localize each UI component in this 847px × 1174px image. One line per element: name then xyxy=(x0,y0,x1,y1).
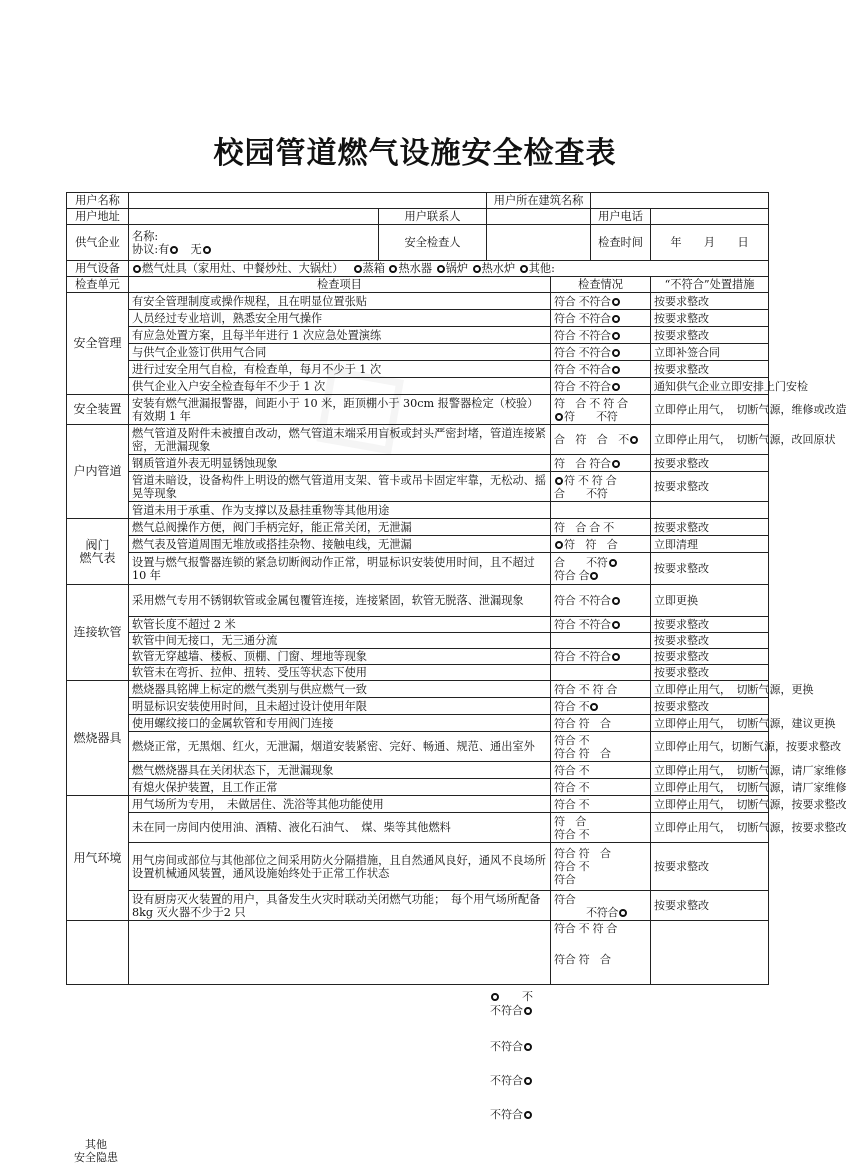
check-status[interactable] xyxy=(551,344,651,361)
check-item: 钢质管道外表无明显锈蚀现象 xyxy=(129,455,551,472)
check-measure: 按要求整改 xyxy=(651,327,769,344)
check-status[interactable] xyxy=(551,891,651,921)
other-hazard-label xyxy=(66,1138,126,1164)
other-hazard-unit xyxy=(67,921,129,985)
check-item: 进行过安全用气自检，有检查单，每月不少于 1 次 xyxy=(129,361,551,378)
check-measure: 按要求整改 xyxy=(651,472,769,502)
status-text: 符合 不符合 xyxy=(554,294,611,308)
status-text: 符合 不 xyxy=(554,780,590,794)
status-radio[interactable] xyxy=(524,1043,532,1051)
check-measure: 立即补签合同 xyxy=(651,344,769,361)
check-item: 供气企业入户安全检查每年不少于 1 次 xyxy=(129,378,551,395)
check-status[interactable] xyxy=(551,698,651,715)
inspector-label: 安全检查人 xyxy=(379,225,487,261)
equip-radio[interactable] xyxy=(389,265,397,273)
check-status[interactable] xyxy=(551,921,651,985)
check-measure: 按要求整改 xyxy=(651,310,769,327)
check-measure: 按要求整改 xyxy=(651,698,769,715)
check-status[interactable] xyxy=(551,665,651,681)
status-radio[interactable] xyxy=(612,366,620,374)
check-status[interactable] xyxy=(551,617,651,633)
overflow-text xyxy=(490,1002,533,1018)
check-status[interactable] xyxy=(551,762,651,779)
section-valve-meter xyxy=(67,519,129,585)
address-label: 用户地址 xyxy=(67,209,129,225)
agreement-no-radio[interactable] xyxy=(203,246,211,254)
status-radio[interactable] xyxy=(619,909,627,917)
check-item: 明显标识安装使用时间，且未超过设计使用年限 xyxy=(129,698,551,715)
check-measure: 立即停止用气， 切断气源，维修或改造 xyxy=(651,395,769,425)
col-status: 检查情况 xyxy=(551,277,651,293)
date-label: 检查时间 xyxy=(591,225,651,261)
agreement-yes-label: 协议:有 xyxy=(132,242,170,256)
check-measure: 立即清理 xyxy=(651,536,769,553)
equip-radio[interactable] xyxy=(354,265,362,273)
check-measure xyxy=(651,502,769,519)
user-name-field[interactable] xyxy=(129,193,487,209)
check-status[interactable] xyxy=(551,633,651,649)
equip-option: 燃气灶具（家用灶、中餐炒灶、大锅灶） xyxy=(142,262,338,275)
inspection-table xyxy=(66,192,847,985)
status-text: 合 不符 xyxy=(554,555,608,569)
address-field[interactable] xyxy=(129,209,379,225)
col-measure: “不符合”处置措施 xyxy=(651,277,769,293)
equip-label: 用气设备 xyxy=(67,261,129,277)
check-item: 与供气企业签订供用气合同 xyxy=(129,344,551,361)
status-radio[interactable] xyxy=(612,460,620,468)
status-text: 符合 不 xyxy=(554,827,590,841)
check-item: 有熄火保护装置，且工作正常 xyxy=(129,779,551,796)
check-item: 未在同一房间内使用油、酒精、液化石油气、 煤、柴等其他燃料 xyxy=(129,813,551,843)
status-text: 符合 不符合 xyxy=(554,594,611,607)
overflow-text xyxy=(490,1038,533,1054)
status-text: 符 合 符合 xyxy=(554,456,611,470)
overflow-label: 不符合 xyxy=(490,1040,523,1053)
equip-options xyxy=(129,261,769,277)
status-text: 符合 不符合 xyxy=(554,345,611,359)
check-item: 有安全管理制度或操作规程，且在明显位置张贴 xyxy=(129,293,551,310)
status-text: 符合 不符合 xyxy=(554,362,611,376)
status-radio[interactable] xyxy=(609,559,617,567)
check-item: 人员经过专业培训，熟悉安全用气操作 xyxy=(129,310,551,327)
check-measure: 立即停止用气， 切断气源，改回原状 xyxy=(651,425,769,455)
check-item: 燃烧器具铭牌上标定的燃气类别与供应燃气一致 xyxy=(129,681,551,698)
status-text: 合 不符 xyxy=(554,486,608,500)
equip-option: 锅炉 xyxy=(445,262,469,275)
section-hose: 连接软管 xyxy=(67,585,129,681)
status-radio[interactable] xyxy=(612,332,620,340)
check-measure: 按要求整改 xyxy=(651,665,769,681)
status-radio[interactable] xyxy=(555,477,563,485)
status-text: 符合 符 合 xyxy=(554,746,611,760)
check-item: 用气场所为专用， 未做居住、洗浴等其他功能使用 xyxy=(129,796,551,813)
supplier-label: 供气企业 xyxy=(67,225,129,261)
section-environment: 用气环境 xyxy=(67,796,129,921)
building-label: 用户所在建筑名称 xyxy=(487,193,591,209)
check-measure: 立即停止用气， 切断气源，按要求整改 xyxy=(651,796,769,813)
status-text: 符合 合 xyxy=(554,568,590,582)
overflow-label: 不 xyxy=(522,990,533,1003)
equip-option: 其他: xyxy=(528,262,555,275)
check-status[interactable] xyxy=(551,455,651,472)
section-indoor-pipe: 户内管道 xyxy=(67,425,129,519)
status-radio[interactable] xyxy=(590,572,598,580)
status-text: 符合 不 xyxy=(554,733,590,747)
check-measure: 按要求整改 xyxy=(651,519,769,536)
section-label: 燃气表 xyxy=(79,550,116,565)
contact-field[interactable] xyxy=(487,209,591,225)
status-radio[interactable] xyxy=(555,541,563,549)
check-status[interactable] xyxy=(551,843,651,891)
check-status[interactable] xyxy=(551,715,651,732)
status-text: 符 不符 xyxy=(564,409,618,423)
check-measure: 按要求整改 xyxy=(651,891,769,921)
overflow-text xyxy=(490,1072,533,1088)
check-measure: 立即停止用气， 切断气源，请厂家维修 xyxy=(651,779,769,796)
other-hazard-item[interactable] xyxy=(129,921,551,985)
check-status[interactable] xyxy=(551,310,651,327)
check-measure: 立即停止用气， 切断气源，建议更换 xyxy=(651,715,769,732)
section-label: 阀门 xyxy=(85,537,110,552)
footer-line: 安全隐患 xyxy=(74,1151,118,1164)
date-field[interactable]: 年 月 日 xyxy=(651,225,769,261)
status-text: 符 不 符 合 xyxy=(564,473,617,487)
check-status[interactable] xyxy=(551,425,651,455)
status-text: 符 合 不 符 合 xyxy=(554,396,628,410)
inspector-field[interactable] xyxy=(487,225,591,261)
status-text: 符合 不符合 xyxy=(554,328,611,342)
status-radio[interactable] xyxy=(612,315,620,323)
overflow-text xyxy=(490,1106,533,1122)
check-item: 软管未在弯折、拉伸、扭转、受压等状态下使用 xyxy=(129,665,551,681)
check-status[interactable] xyxy=(551,779,651,796)
check-measure: 按要求整改 xyxy=(651,455,769,472)
check-measure: 按要求整改 xyxy=(651,617,769,633)
check-item: 管道未暗设，设备构件上明设的燃气管道用支架、管卡或吊卡固定牢靠，无松动、摇晃等现象 xyxy=(129,472,551,502)
section-safety-management: 安全管理 xyxy=(67,293,129,395)
check-item: 燃气燃烧器具在关闭状态下，无泄漏现象 xyxy=(129,762,551,779)
status-radio[interactable] xyxy=(491,993,499,1001)
check-measure: 立即停止用气，切断气源，按要求整改 xyxy=(651,732,769,762)
status-radio[interactable] xyxy=(612,621,620,629)
status-text: 合 符 合 不 xyxy=(554,433,629,446)
page-title: 校园管道燃气设施安全检查表 xyxy=(213,136,617,171)
status-text: 符合 不 xyxy=(554,699,590,713)
check-item: 有应急处置方案，且每半年进行 1 次应急处置演练 xyxy=(129,327,551,344)
check-measure: 按要求整改 xyxy=(651,633,769,649)
status-radio[interactable] xyxy=(524,1111,532,1119)
col-item: 检查项目 xyxy=(129,277,551,293)
contact-label: 用户联系人 xyxy=(379,209,487,225)
check-status[interactable] xyxy=(551,327,651,344)
check-item: 使用螺纹接口的金属软管和专用阀门连接 xyxy=(129,715,551,732)
check-measure: 通知供气企业立即安排上门安检 xyxy=(651,378,769,395)
status-radio[interactable] xyxy=(612,597,620,605)
equip-radio[interactable] xyxy=(133,265,141,273)
status-text: 符合 xyxy=(554,892,576,906)
status-radio[interactable] xyxy=(612,349,620,357)
equip-option: 热水器 xyxy=(398,262,433,275)
check-item: 燃气表及管道周围无堆放或搭挂杂物、接触电线，无泄漏 xyxy=(129,536,551,553)
check-status[interactable] xyxy=(551,553,651,585)
agreement-yes-radio[interactable] xyxy=(170,246,178,254)
check-status[interactable] xyxy=(551,649,651,665)
status-radio[interactable] xyxy=(612,298,620,306)
check-item: 用气房间或部位与其他部位之间采用防火分隔措施，且自然通风良好，通风不良场所设置机械通风装置，通风设施始终处于正常工作状态 xyxy=(129,843,551,891)
status-text: 符合 不 符 合 xyxy=(554,682,618,696)
check-measure: 立即停止用气， 切断气源，更换 xyxy=(651,681,769,698)
check-status[interactable] xyxy=(551,681,651,698)
check-status[interactable] xyxy=(551,378,651,395)
status-radio[interactable] xyxy=(612,383,620,391)
col-unit: 检查单元 xyxy=(67,277,129,293)
supplier-name-label: 名称: xyxy=(132,229,159,243)
agreement-row xyxy=(132,243,375,256)
equip-radio[interactable] xyxy=(520,265,528,273)
status-text: 符合 符 合 xyxy=(554,847,611,860)
check-measure: 按要求整改 xyxy=(651,553,769,585)
status-radio[interactable] xyxy=(590,703,598,711)
check-measure: 立即停止用气， 切断气源，按要求整改 xyxy=(651,813,769,843)
status-radio[interactable] xyxy=(524,1077,532,1085)
equip-option: 蒸箱 xyxy=(362,262,385,275)
status-text: 符合 xyxy=(554,873,576,886)
check-item: 设置与燃气报警器连锁的紧急切断阀动作正常，明显标识安装使用时间，且不超过 10 年 xyxy=(129,553,551,585)
status-text: 符合 不符合 xyxy=(554,650,611,663)
check-measure: 按要求整改 xyxy=(651,649,769,665)
check-item: 软管长度不超过 2 米 xyxy=(129,617,551,633)
status-text: 符合 不符合 xyxy=(554,379,611,393)
phone-label: 用户电话 xyxy=(591,209,651,225)
status-text: 不符合 xyxy=(586,905,619,919)
equip-radio[interactable] xyxy=(473,265,481,273)
check-measure: 按要求整改 xyxy=(651,361,769,378)
check-status[interactable] xyxy=(551,519,651,536)
status-text: 符合 不 xyxy=(554,763,590,777)
status-text: 符合 不 xyxy=(554,860,590,873)
check-measure: 立即停止用气， 切断气源，请厂家维修 xyxy=(651,762,769,779)
status-radio[interactable] xyxy=(630,436,638,444)
check-status[interactable] xyxy=(551,502,651,519)
status-text: 符合 不符合 xyxy=(554,618,611,631)
check-item: 软管中间无接口，无三通分流 xyxy=(129,633,551,649)
status-text: 符合 符 合 xyxy=(554,953,611,966)
agreement-no-label: 无 xyxy=(190,242,202,256)
check-measure: 按要求整改 xyxy=(651,293,769,310)
check-item: 燃气管道及附件未被擅自改动，燃气管道末端采用盲板或封头严密封堵，管道连接紧密，无泄漏现象 xyxy=(129,425,551,455)
check-status[interactable] xyxy=(551,585,651,617)
equip-option: 热水炉 xyxy=(481,262,516,275)
status-text: 符合 不符合 xyxy=(554,311,611,325)
check-measure: 立即更换 xyxy=(651,585,769,617)
check-item: 燃烧正常，无黑烟、红火，无泄漏，烟道安装紧密、完好、畅通、规范、通出室外 xyxy=(129,732,551,762)
other-hazard-measure[interactable] xyxy=(651,921,769,985)
check-status[interactable] xyxy=(551,395,651,425)
status-text: 符 合 合 不 xyxy=(554,520,614,534)
user-name-label: 用户名称 xyxy=(67,193,129,209)
check-item: 设有厨房灭火装置的用户，具备发生火灾时联动关闭燃气功能； 每个用气场所配备8kg 灭火器不少于2 只 xyxy=(129,891,551,921)
check-item: 管道未用于承重、作为支撑以及悬挂重物等其他用途 xyxy=(129,502,551,519)
section-safety-device: 安全装置 xyxy=(67,395,129,425)
check-status[interactable] xyxy=(551,293,651,310)
check-measure: 按要求整改 xyxy=(651,843,769,891)
status-text: 符合 不 xyxy=(554,797,590,811)
status-text: 符合 符 合 xyxy=(554,716,611,730)
status-text: 符 符 合 xyxy=(564,537,618,551)
equip-radio[interactable] xyxy=(437,265,445,273)
section-appliance: 燃烧器具 xyxy=(67,681,129,796)
check-item: 软管无穿越墙、楼板、顶棚、门窗、埋地等现象 xyxy=(129,649,551,665)
check-item: 燃气总阀操作方便，阀门手柄完好，能正常关闭，无泄漏 xyxy=(129,519,551,536)
check-item: 采用燃气专用不锈钢软管或金属包覆管连接，连接紧固，软管无脱落、泄漏现象 xyxy=(129,585,551,617)
check-status[interactable] xyxy=(551,732,651,762)
check-status[interactable] xyxy=(551,361,651,378)
check-item: 安装有燃气泄漏报警器，间距小于 10 米，距顶棚小于 30cm 报警器检定（校验）有效期 1 年 xyxy=(129,395,551,425)
check-status[interactable] xyxy=(551,813,651,843)
check-status[interactable] xyxy=(551,472,651,502)
check-status[interactable] xyxy=(551,536,651,553)
status-radio[interactable] xyxy=(612,653,620,661)
status-radio[interactable] xyxy=(524,1007,532,1015)
supplier-field[interactable] xyxy=(129,225,379,261)
status-text: 符 合 xyxy=(554,814,587,828)
overflow-label: 不符合 xyxy=(490,1004,523,1017)
building-field[interactable] xyxy=(591,193,769,209)
overflow-label: 不符合 xyxy=(490,1074,523,1087)
status-radio[interactable] xyxy=(555,413,563,421)
overflow-label: 不符合 xyxy=(490,1108,523,1121)
check-status[interactable] xyxy=(551,796,651,813)
status-text: 符合 不 符 合 xyxy=(554,922,618,935)
footer-line: 其他 xyxy=(85,1138,107,1151)
phone-field[interactable] xyxy=(651,209,769,225)
